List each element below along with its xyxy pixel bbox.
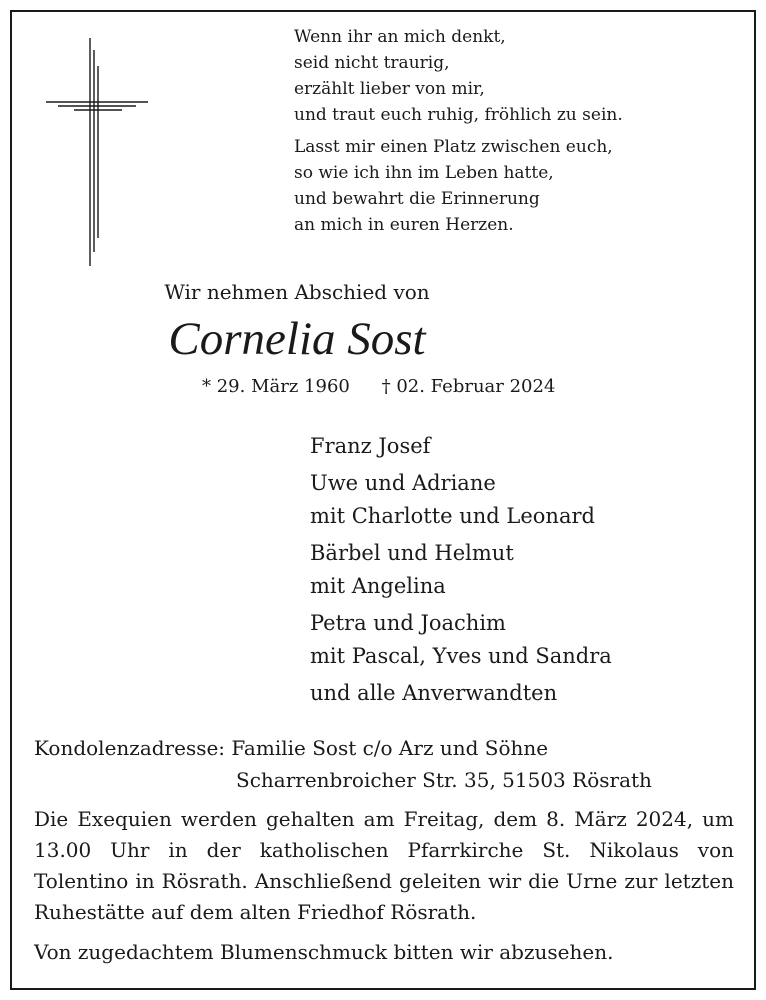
family-list — [310, 430, 612, 710]
poem-line: so wie ich ihn im Leben hatte, — [294, 163, 554, 183]
poem-stanza-2 — [294, 134, 623, 238]
life-dates — [202, 376, 555, 397]
poem-line: und bewahrt die Erinnerung — [294, 189, 540, 209]
condolence-line-2: Scharrenbroicher Str. 35, 51503 Rösrath — [236, 768, 652, 792]
poem-line: erzählt lieber von mir, — [294, 79, 485, 99]
flower-note: Von zugedachtem Blumenschmuck bitten wir abzusehen. — [34, 940, 614, 964]
family-line: mit Pascal, Yves und Sandra — [310, 644, 612, 668]
condolence-address — [34, 732, 652, 796]
poem-line: an mich in euren Herzen. — [294, 215, 514, 235]
condolence-label: Kondolenzadresse: — [34, 736, 226, 760]
family-line: und alle Anverwandten — [310, 681, 558, 705]
family-line: Franz Josef — [310, 434, 431, 458]
funeral-details: Die Exequien werden gehalten am Freitag, dem 8. März 2024, um 13.00 Uhr in der katholischen Pfarrkirche St. Nikolaus von Tolentino in Rösrath. Anschließend geleiten wir die Urne zur letzten Ruhestätte auf dem alten Friedhof Rösrath. — [34, 807, 734, 924]
poem — [294, 24, 623, 238]
farewell-intro: Wir nehmen Abschied von — [164, 280, 430, 304]
family-line: Uwe und Adriane — [310, 471, 496, 495]
poem-line: und traut euch ruhig, fröhlich zu sein. — [294, 105, 623, 125]
poem-line: seid nicht traurig, — [294, 53, 450, 73]
obituary-card — [10, 10, 756, 990]
birth-date: * 29. März 1960 — [202, 376, 350, 397]
poem-line: Wenn ihr an mich denkt, — [294, 27, 506, 47]
family-line: mit Angelina — [310, 574, 446, 598]
family-line: Petra und Joachim — [310, 611, 506, 635]
death-date: † 02. Februar 2024 — [381, 376, 556, 397]
condolence-line-1: Familie Sost c/o Arz und Söhne — [231, 736, 549, 760]
deceased-name: Cornelia Sost — [168, 313, 426, 365]
cross-icon — [46, 38, 148, 266]
poem-line: Lasst mir einen Platz zwischen euch, — [294, 137, 613, 157]
poem-stanza-1 — [294, 24, 623, 128]
family-line: mit Charlotte und Leonard — [310, 504, 595, 528]
family-line: Bärbel und Helmut — [310, 541, 514, 565]
